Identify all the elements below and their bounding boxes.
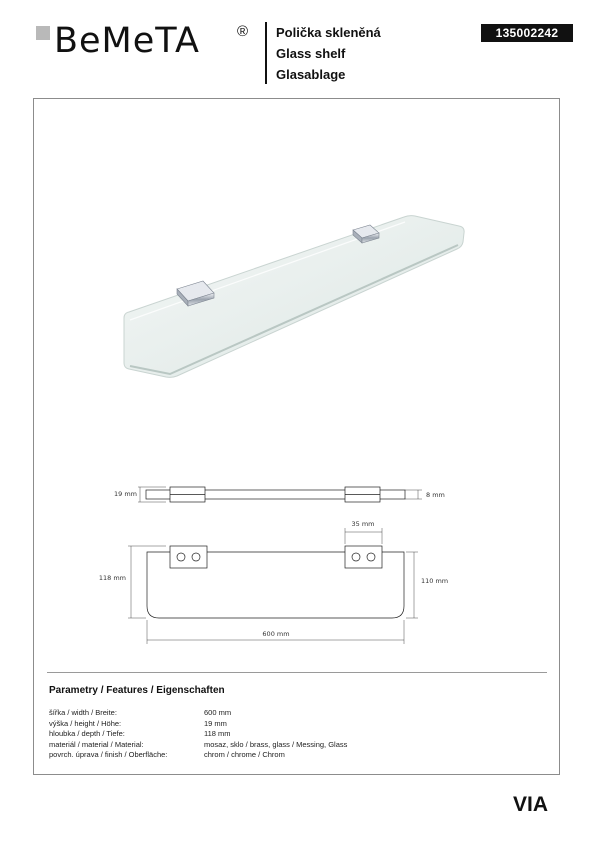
dim-label-bracket-width: 35 mm bbox=[351, 520, 375, 528]
dim-label-height: 19 mm bbox=[113, 490, 137, 498]
spec-row bbox=[49, 719, 449, 730]
spec-value: 118 mm bbox=[204, 729, 231, 738]
spec-row bbox=[49, 729, 449, 740]
spec-label: hloubka / depth / Tiefe: bbox=[49, 729, 125, 738]
front-view-drawing bbox=[138, 487, 422, 502]
glass-shelf-render bbox=[124, 216, 464, 378]
spec-value: 19 mm bbox=[204, 718, 227, 728]
spec-row bbox=[49, 750, 449, 761]
spec-label: šířka / width / Breite: bbox=[49, 708, 117, 717]
spec-label: materiál / material / Material: bbox=[49, 739, 144, 749]
spec-label: výška / height / Höhe: bbox=[49, 718, 122, 728]
spec-value: chrom / chrome / Chrom bbox=[204, 750, 285, 759]
title-english: Glass shelf bbox=[276, 46, 346, 61]
spec-row bbox=[49, 708, 449, 719]
dim-label-depth-right: 110 mm bbox=[421, 577, 449, 585]
dim-label-thickness: 8 mm bbox=[426, 491, 445, 499]
spec-value: 600 mm bbox=[204, 708, 232, 717]
specs-heading: Parametry / Features / Eigenschaften bbox=[49, 685, 225, 696]
product-code-badge: 135002242 bbox=[481, 24, 573, 42]
spec-value: mosaz, sklo / brass, glass / Messing, Glass bbox=[204, 739, 348, 749]
spec-label: povrch. úprava / finish / Oberfläche: bbox=[49, 750, 168, 759]
spec-row bbox=[49, 740, 449, 751]
dim-label-width: 600 mm bbox=[262, 630, 290, 638]
specs-divider bbox=[47, 672, 547, 673]
dim-label-depth-left: 118 mm bbox=[98, 574, 126, 582]
title-german: Glasablage bbox=[276, 67, 346, 82]
series-name: VIA bbox=[513, 793, 549, 816]
title-czech: Polička skleněná bbox=[276, 25, 381, 40]
specs-table bbox=[49, 708, 449, 761]
top-view-drawing bbox=[128, 528, 418, 644]
registered-mark: ® bbox=[237, 23, 249, 40]
logo-wordmark: BeMeTA bbox=[54, 21, 200, 61]
